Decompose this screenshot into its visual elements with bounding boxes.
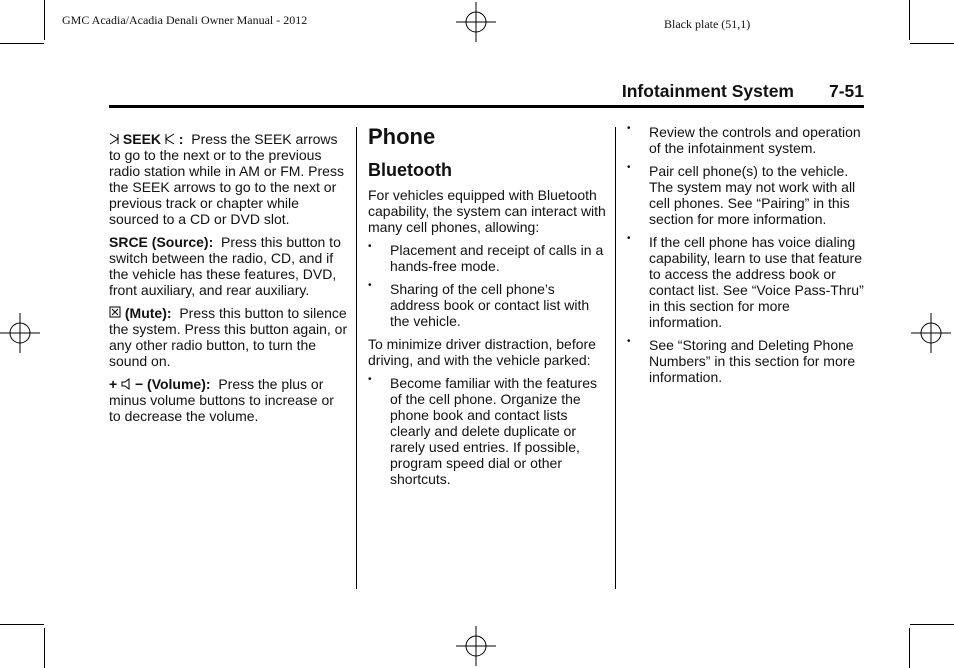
crop-mark (0, 624, 44, 625)
crop-mark (909, 0, 910, 40)
bullet-glyph: • (627, 336, 631, 347)
mute-text: Press this button to silence the system. Press this button again, or any other radio button, to turn the sound on. (109, 305, 348, 369)
registration-mark-icon (0, 313, 40, 353)
bluetooth-intro: For vehicles equipped with Bluetooth capability, the system can interact with many cell phones, allowing: (368, 187, 606, 235)
phone-heading: Phone (368, 124, 436, 149)
column-divider (615, 127, 616, 589)
seek-label: SEEK (122, 131, 162, 147)
bullet-glyph: • (368, 241, 372, 252)
volume-label: − (Volume): (134, 376, 211, 392)
mute-entry (109, 305, 349, 369)
seek-forward-icon (165, 131, 175, 147)
list-item: • If the cell phone has voice dialing capability, learn to use that feature to access the address book or contact list. See “Voice Pass-Thru” in this section for more information. (627, 233, 864, 330)
volume-plus: + (109, 376, 118, 392)
mute-icon (109, 305, 121, 321)
list-item: • Placement and receipt of calls in a hands-free mode. (368, 241, 604, 274)
registration-mark-icon (456, 626, 496, 666)
running-head (109, 79, 864, 108)
preparation-list-continued (627, 124, 865, 385)
crop-mark (910, 43, 954, 44)
list-item: • Review the controls and operation of the infotainment system. (627, 123, 861, 156)
seek-entry (109, 131, 349, 227)
bullet-glyph: • (627, 233, 631, 244)
srce-entry (109, 234, 349, 298)
bullet-glyph: • (368, 374, 372, 385)
driver-distraction-paragraph: To minimize driver distraction, before driving, and with the vehicle parked: (368, 336, 596, 368)
bluetooth-heading: Bluetooth (368, 160, 452, 180)
bluetooth-capabilities-list (368, 242, 608, 329)
registration-mark-icon (911, 313, 951, 353)
bullet-glyph: • (368, 280, 372, 291)
srce-text: Press this button to switch between the radio, CD, and if the vehicle has these features, DVD, front auxiliary, and rear auxiliary. (109, 234, 341, 298)
crop-mark (909, 628, 910, 668)
manual-title: GMC Acadia/Acadia Denali Owner Manual - 2012 (62, 13, 308, 27)
list-item: • Sharing of the cell phone’s address book or contact list with the vehicle. (368, 280, 590, 329)
bullet-glyph: • (627, 162, 631, 173)
bullet-glyph: • (627, 123, 631, 134)
registration-mark-icon (456, 2, 496, 42)
speaker-icon (121, 376, 131, 392)
volume-entry (109, 376, 349, 424)
list-item: • See “Storing and Deleting Phone Numbers” in this section for more information. (627, 336, 856, 385)
list-item: • Become familiar with the features of the cell phone. Organize the phone book and contact lists clearly and delete duplicate or rarely used entries. If possible, program speed dial or other shortcuts. (368, 374, 597, 487)
crop-mark (44, 0, 45, 40)
list-item: • Pair cell phone(s) to the vehicle. The system may not work with all cell phones. See “Pairing” in this section for more information. (627, 162, 856, 227)
column-divider (356, 127, 357, 589)
volume-text: Press the plus or minus volume buttons to increase or to decrease the volume. (109, 376, 334, 424)
seek-text: Press the SEEK arrows to go to the next or to the previous radio station while in AM or FM. Press the SEEK arrows to go to the next or previous track or chapter while sourced to a CD or DVD slot. (109, 131, 344, 227)
seek-colon: : (178, 131, 184, 147)
column-1 (109, 131, 349, 431)
mute-label: (Mute): (124, 305, 172, 321)
plate-label: Black plate (51,1) (664, 17, 751, 31)
preparation-list (368, 375, 608, 487)
section-title: Infotainment System (621, 81, 794, 101)
crop-mark (910, 624, 954, 625)
column-2 (368, 124, 608, 494)
page-number: 7-51 (828, 81, 864, 101)
srce-label: SRCE (Source): (109, 234, 214, 250)
crop-mark (0, 43, 44, 44)
crop-mark (44, 628, 45, 668)
seek-back-icon (109, 131, 119, 147)
column-3 (627, 124, 865, 392)
